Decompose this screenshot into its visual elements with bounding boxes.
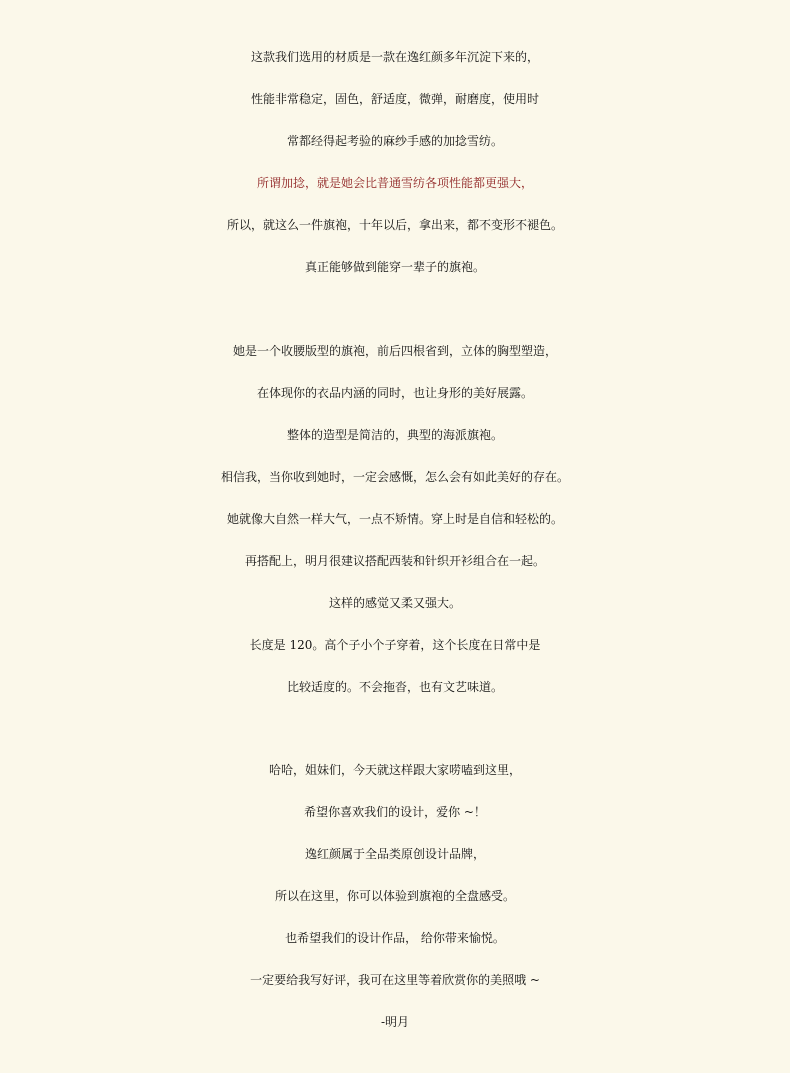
text-line: 性能非常稳定，固色，舒适度，微弹，耐磨度，使用时	[250, 92, 539, 106]
text-line: 长度是 120。高个子小个子穿着，这个长度在日常中是	[249, 638, 541, 652]
text-line: 再搭配上，明月很建议搭配西装和针织开衫组合在一起。	[244, 554, 545, 568]
highlighted-text-line: 所谓加捻，就是她会比普通雪纺各项性能都更强大，	[256, 176, 533, 190]
text-line: 她就像大自然一样大气，一点不矫情。穿上时是自信和轻松的。	[226, 512, 563, 526]
text-line: 她是一个收腰版型的旗袍，前后四根省到，立体的胸型塑造，	[232, 344, 557, 358]
text-line: 真正能够做到能穿一辈子的旗袍。	[304, 260, 485, 274]
text-line: 希望你喜欢我们的设计，爱你 ~！	[304, 805, 486, 819]
text-line: 哈哈，姐妹们，今天就这样跟大家唠嗑到这里，	[268, 763, 521, 777]
text-line: 一定要给我写好评，我可在这里等着欣赏你的美照哦 ~	[250, 973, 540, 987]
text-line: 相信我，当你收到她时，一定会感慨，怎么会有如此美好的存在。	[220, 470, 569, 484]
signature: -明月	[380, 1015, 410, 1029]
text-line: 在体现你的衣品内涵的同时，也让身形的美好展露。	[256, 386, 533, 400]
text-line: 所以，就这么一件旗袍，十年以后，拿出来，都不变形不褪色。	[226, 218, 563, 232]
text-line: 逸红颜属于全品类原创设计品牌，	[304, 847, 485, 861]
text-line: 也希望我们的设计作品， 给你带来愉悦。	[285, 931, 505, 945]
text-line: 所以在这里，你可以体验到旗袍的全盘感受。	[274, 889, 515, 903]
text-line: 比较适度的。不会拖沓，也有文艺味道。	[286, 680, 503, 694]
text-line: 整体的造型是简洁的，典型的海派旗袍。	[286, 428, 503, 442]
text-line: 这样的感觉又柔又强大。	[328, 596, 461, 610]
text-line: 这款我们选用的材质是一款在逸红颜多年沉淀下来的，	[250, 50, 539, 64]
text-line: 常都经得起考验的麻纱手感的加捻雪纺。	[286, 134, 503, 148]
